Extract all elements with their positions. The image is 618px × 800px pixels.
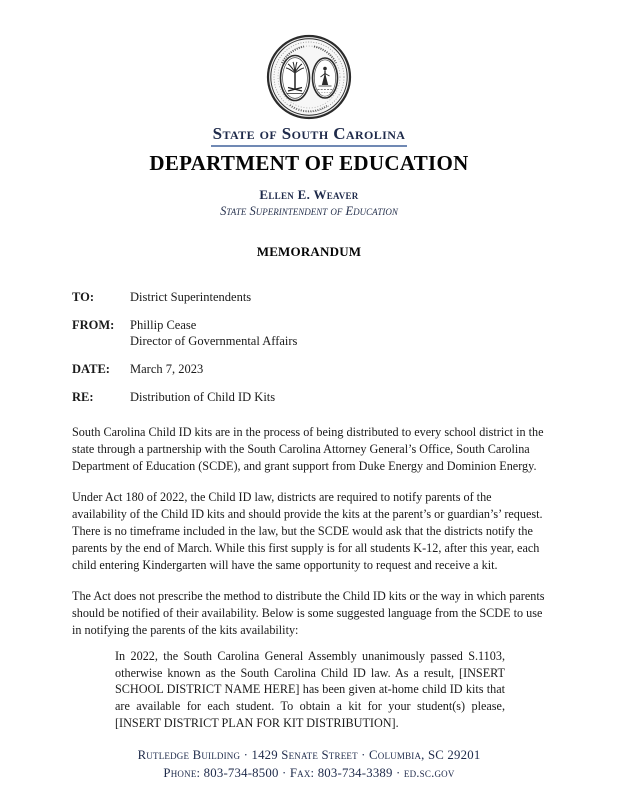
- superintendent-name: Ellen E. Weaver: [259, 187, 359, 202]
- footer-contact-line: Phone: 803-734-8500 · Fax: 803-734-3389 · ed.sc.gov: [163, 765, 455, 780]
- memo-field-date: [72, 361, 548, 377]
- body-paragraph-1: South Carolina Child ID kits are in the process of being distributed to every school district in the state through a partnership with the South Carolina Attorney General’s Office, South Carolina Department of Education (SCDE), and grant support from Duke Energy and Dominion Energy.: [72, 425, 544, 473]
- memo-field-to: [72, 289, 548, 305]
- memo-fields: [72, 289, 548, 405]
- body-paragraph-3: The Act does not prescribe the method to distribute the Child ID kits or the way in which parents should be notified of their availability. Below is some suggested language from the SCDE to use in notifying the parents of the kits availability:: [72, 589, 545, 637]
- memo-field-re: [72, 389, 548, 405]
- field-label: FROM:: [72, 318, 115, 332]
- south-carolina-state-seal-icon: [262, 33, 356, 121]
- state-title-text: State of South Carolina: [211, 124, 408, 147]
- letterhead: [0, 33, 618, 219]
- memo-body: [72, 424, 548, 732]
- field-label: TO:: [72, 290, 94, 304]
- field-value-line: Director of Governmental Affairs: [130, 334, 298, 348]
- field-value-line: Distribution of Child ID Kits: [130, 390, 276, 404]
- field-label: RE:: [72, 390, 94, 404]
- superintendent-title: State Superintendent of Education: [220, 204, 398, 218]
- state-title: [0, 121, 618, 147]
- footer-address-line: Rutledge Building · 1429 Senate Street · Columbia, SC 29201: [137, 748, 481, 762]
- field-label: DATE:: [72, 362, 110, 376]
- memorandum-heading: MEMORANDUM: [256, 244, 362, 259]
- suggested-language-blockquote: In 2022, the South Carolina General Assembly unanimously passed S.1103, otherwise known as the South Carolina Child ID law. As a result, [INSERT SCHOOL DISTRICT NAME HERE] has been given at-home child ID kits that are available for each student. To obtain a kit for your student(s) please, [INSERT DISTRICT PLAN FOR KIT DISTRIBUTION].: [115, 648, 505, 730]
- memo-field-from: [72, 317, 548, 349]
- body-paragraph-2: Under Act 180 of 2022, the Child ID law, districts are required to notify parents of the availability of the Child ID kits and should provide the kits at the parent’s or guardian’s’ request. There is no timeframe included in the law, but the SCDE would ask that the districts notify the parents by the end of March. While this first supply is for all students K-12, after this year, each child entering Kindergarten will have the same opportunity to request and receive a kit.: [72, 490, 543, 572]
- department-title: DEPARTMENT OF EDUCATION: [149, 151, 469, 175]
- letterhead-footer: [0, 747, 618, 782]
- field-value-line: District Superintendents: [130, 290, 252, 304]
- field-value-line: March 7, 2023: [130, 362, 204, 376]
- field-value-line: Phillip Cease: [130, 318, 197, 332]
